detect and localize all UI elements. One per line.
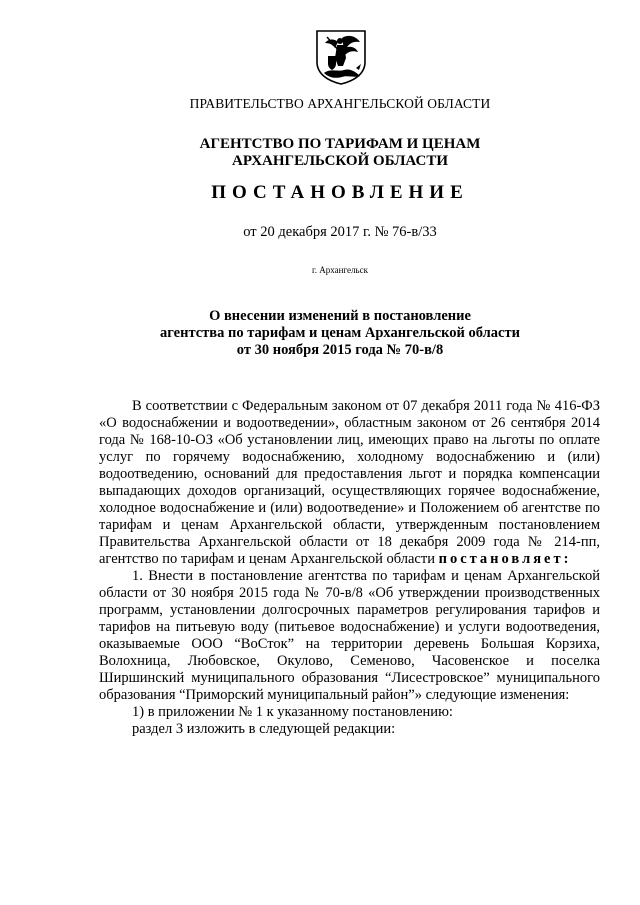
- document-type: ПОСТАНОВЛЕНИЕ: [211, 182, 469, 203]
- government-title: ПРАВИТЕЛЬСТВО АРХАНГЕЛЬСКОЙ ОБЛАСТИ: [189, 96, 491, 111]
- agency-title: [0, 136, 640, 170]
- preamble-paragraph: [99, 398, 600, 568]
- section-3-paragraph: раздел 3 изложить в следующей редакции:: [132, 721, 396, 737]
- subject-line2: агентства по тарифам и ценам Архангельской области: [160, 325, 520, 341]
- subject-line1: О внесении изменений в постановление: [209, 308, 471, 324]
- date-number: от 20 декабря 2017 г. № 76-в/33: [243, 224, 437, 240]
- clause-1-1-paragraph: 1) в приложении № 1 к указанному постановлению:: [132, 704, 453, 720]
- clause-1-paragraph: 1. Внести в постановление агентства по тарифам и ценам Архангельской области от 30 ноября 2015 года № 70-в/8 «Об утверждении производственных программ, установлении долгосрочных параметров регулирования тарифов и тарифов на питьевую воду (питьевое водоснабжение) и услуги водоотведения, оказываемые ООО “ВоСток” на территории деревень Большая Корзиха, Волохница, Любовское, Окулово, Семеново, Часовенское и поселка Ширшинский муниципального образования “Лисестровское” муниципального образования “Приморский муниципальный район”» следующие изменения:: [99, 568, 600, 703]
- city: г. Архангельск: [312, 265, 368, 275]
- subject-heading: [0, 308, 640, 359]
- preamble-text: В соответствии с Федеральным законом от 07 декабря 2011 года № 416-ФЗ «О водоснабжении и водоотведении», областным законом от 26 сентября 2014 года № 168-10-ОЗ «Об установлении лиц, имеющих право на льготы по оплате услуг по горячему водоснабжению, холодному водоснабжению и (или) водоотведению, оснований для предоставления льгот и порядка компенсации выпадающих доходов организаций, осуществляющих горячее водоснабжение, холодное водоснабжение и (или) водоотведение» и Положением об агентстве по тарифам и ценам Архангельской области, утвержденным постановлением Правительства Архангельской области от 18 декабря 2009 года № 214-пп, агентство по тарифам и ценам Архангельской области: [99, 398, 600, 567]
- resolves-keyword: постановляет:: [438, 551, 572, 567]
- agency-title-line1: АГЕНТСТВО ПО ТАРИФАМ И ЦЕНАМ: [199, 136, 481, 152]
- coat-of-arms-icon: [314, 28, 368, 86]
- agency-title-line2: АРХАНГЕЛЬСКОЙ ОБЛАСТИ: [232, 153, 448, 169]
- document-body: [99, 398, 600, 738]
- subject-line3: от 30 ноября 2015 года № 70-в/8: [236, 342, 444, 358]
